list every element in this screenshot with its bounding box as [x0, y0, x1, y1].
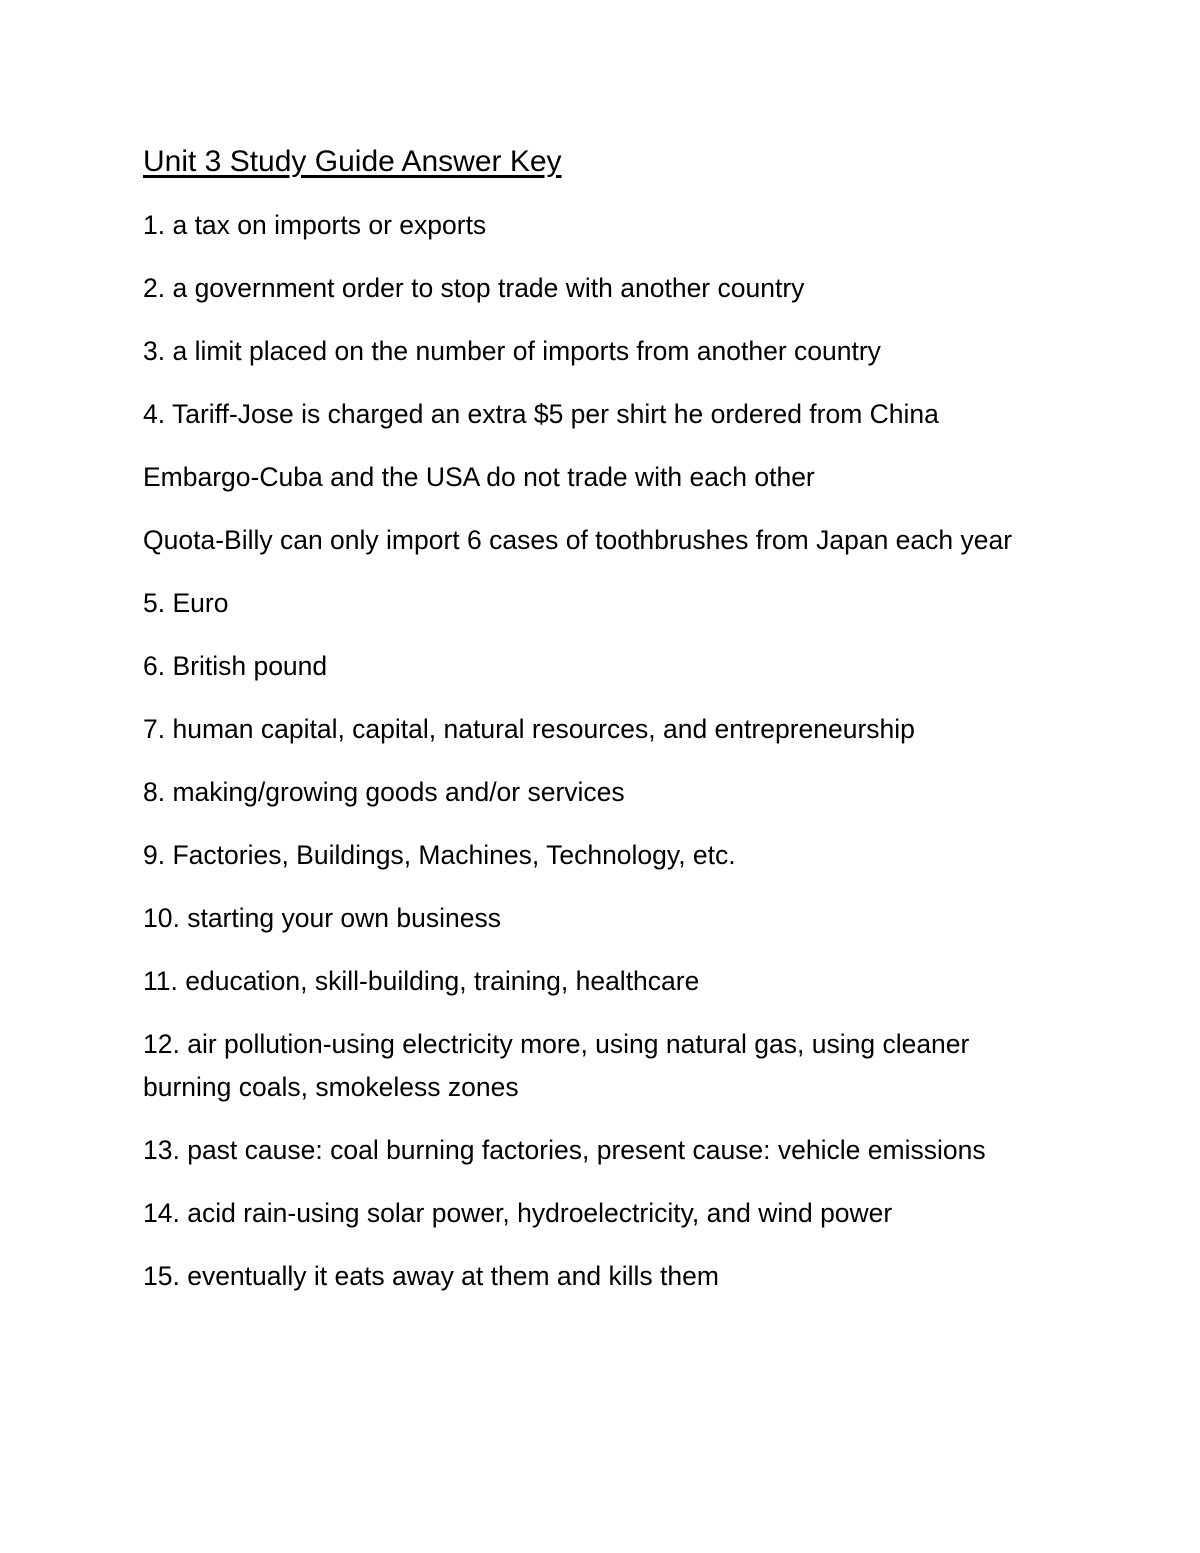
page-title: Unit 3 Study Guide Answer Key	[143, 145, 562, 178]
answer-item-2: 2. a government order to stop trade with another country	[143, 273, 805, 303]
answer-item-14: 14. acid rain-using solar power, hydroelectricity, and wind power	[143, 1198, 893, 1228]
answer-item-11: 11. education, skill-building, training, healthcare	[143, 966, 700, 996]
document-content	[143, 142, 1063, 1318]
answer-item-9: 9. Factories, Buildings, Machines, Technology, etc.	[143, 840, 736, 870]
answer-item-5: 5. Euro	[143, 588, 229, 618]
answer-item-15: 15. eventually it eats away at them and kills them	[143, 1261, 719, 1291]
answer-item-10: 10. starting your own business	[143, 903, 501, 933]
answer-item-13: 13. past cause: coal burning factories, present cause: vehicle emissions	[143, 1135, 986, 1165]
answer-item-1: 1. a tax on imports or exports	[143, 210, 487, 240]
answer-item-embargo: Embargo-Cuba and the USA do not trade with each other	[143, 462, 815, 492]
answer-item-3: 3. a limit placed on the number of imports from another country	[143, 336, 881, 366]
answer-item-quota: Quota-Billy can only import 6 cases of toothbrushes from Japan each year	[143, 525, 1013, 555]
answer-item-4: 4. Tariff-Jose is charged an extra $5 per shirt he ordered from China	[143, 399, 939, 429]
answer-item-6: 6. British pound	[143, 651, 328, 681]
answer-item-12: 12. air pollution-using electricity more, using natural gas, using cleaner burning coals, smokeless zones	[143, 1029, 970, 1102]
answer-item-8: 8. making/growing goods and/or services	[143, 777, 625, 807]
answer-item-7: 7. human capital, capital, natural resources, and entrepreneurship	[143, 714, 915, 744]
